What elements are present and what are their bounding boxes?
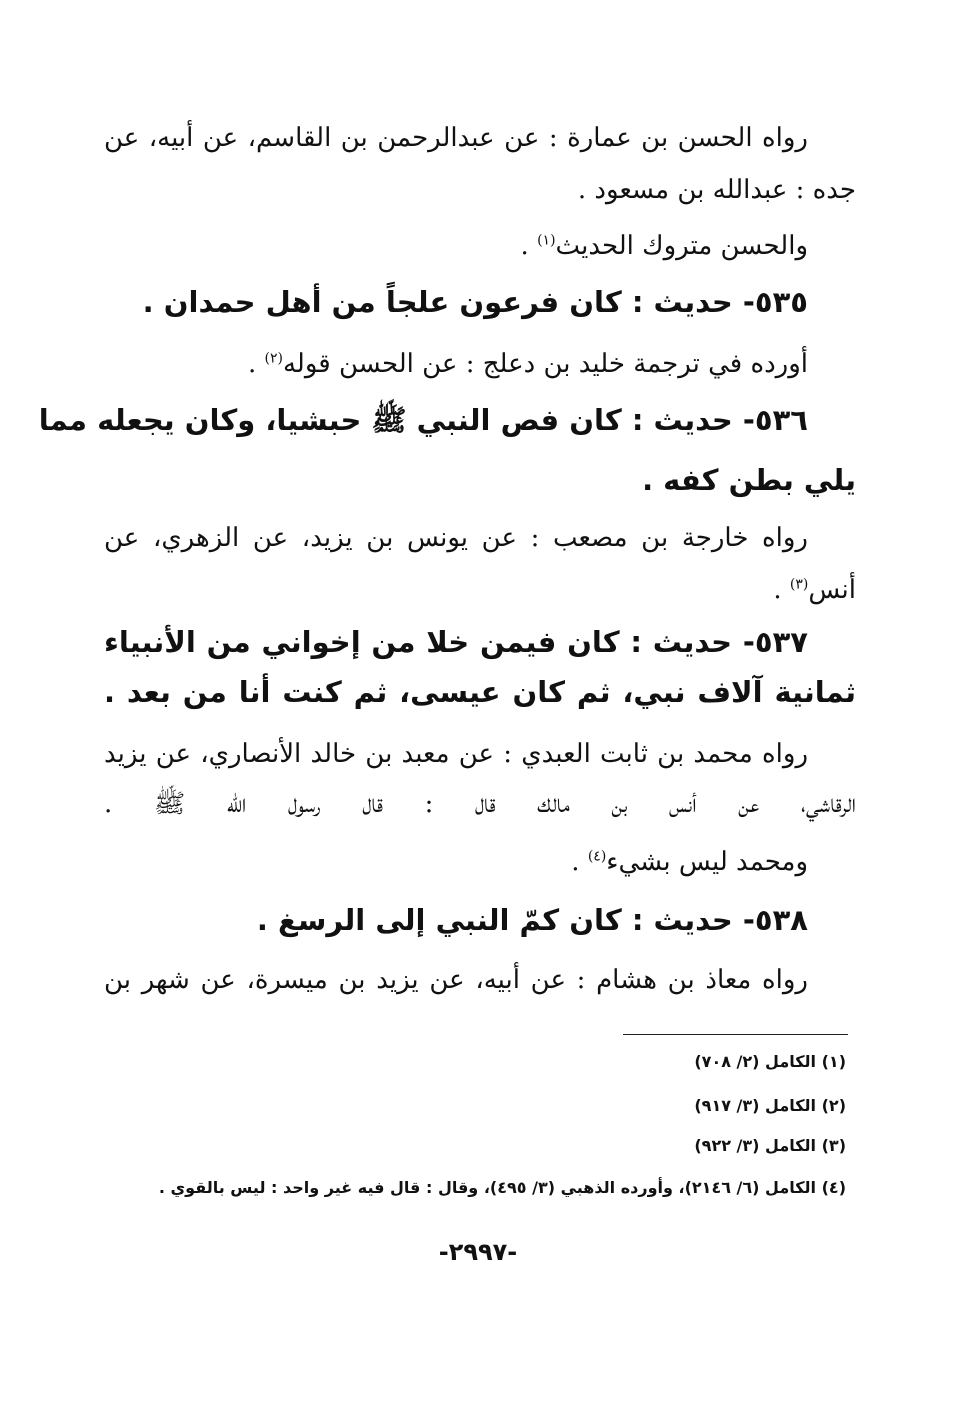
footnote-ref: (٣) bbox=[789, 576, 809, 593]
page-number: -٢٩٩٧- bbox=[438, 1238, 518, 1266]
text-line: رواه محمد بن ثابت العبدي : عن معبد بن خالد الأنصاري، عن يزيد bbox=[104, 739, 808, 769]
footnote-ref: (١) bbox=[537, 232, 556, 249]
text-line: رواه معاذ بن هشام : عن أبيه، عن يزيد بن ميسرة، عن شهر بن bbox=[104, 965, 808, 995]
hadith-heading-537-cont: ثمانية آلاف نبي، ثم كان عيسى، ثم كنت أنا من بعد . bbox=[104, 675, 856, 709]
hadith-heading-536: ٥٣٦- حديث : كان فص النبي ﷺ حبشيا، وكان يجعله مما bbox=[38, 403, 808, 437]
text-line: والحسن متروك الحديث$^{(١)}$ . bbox=[520, 231, 808, 261]
hadith-heading-537: ٥٣٧- حديث : كان فيمن خلا من إخواني من الأنبياء bbox=[104, 625, 808, 659]
text-line: أنس$^{(٣)}$ . bbox=[773, 575, 856, 605]
hadith-heading-538: ٥٣٨- حديث : كان كمّ النبي إلى الرسغ . bbox=[256, 903, 808, 937]
footnote-ref: (٢) bbox=[264, 350, 283, 367]
hadith-heading-535: ٥٣٥- حديث : كان فرعون علجاً من أهل حمدان . bbox=[142, 285, 808, 319]
footnote: (٣) الكامل (٣/ ٩٢٢) bbox=[694, 1136, 846, 1155]
text-line: الرقاشي، عن أنس بن مالك قال : قال رسول الله ﷺ . bbox=[104, 789, 856, 819]
text-line: جده : عبدالله بن مسعود . bbox=[577, 175, 856, 205]
footnote: (١) الكامل (٢/ ٧٠٨) bbox=[694, 1052, 846, 1071]
text-line: أورده في ترجمة خليد بن دعلج : عن الحسن قوله$^{(٢)}$ . bbox=[247, 349, 808, 379]
footnote: (٤) الكامل (٦/ ٢١٤٦)، وأورده الذهبي (٣/ ٤٩٥)، وقال : قال فيه غير واحد : ليس بالقوي . bbox=[158, 1178, 846, 1197]
hadith-heading-536-cont: يلي بطن كفه . bbox=[642, 463, 856, 497]
footnote-separator bbox=[623, 1034, 848, 1035]
text-line: رواه الحسن بن عمارة : عن عبدالرحمن بن القاسم، عن أبيه، عن bbox=[104, 123, 808, 153]
footnote-ref: (٤) bbox=[587, 848, 607, 865]
text-line: ومحمد ليس بشيء$^{(٤)}$ . bbox=[571, 847, 808, 877]
text-line: رواه خارجة بن مصعب : عن يونس بن يزيد، عن الزهري، عن bbox=[104, 523, 808, 553]
footnote: (٢) الكامل (٣/ ٩١٧) bbox=[694, 1096, 846, 1115]
